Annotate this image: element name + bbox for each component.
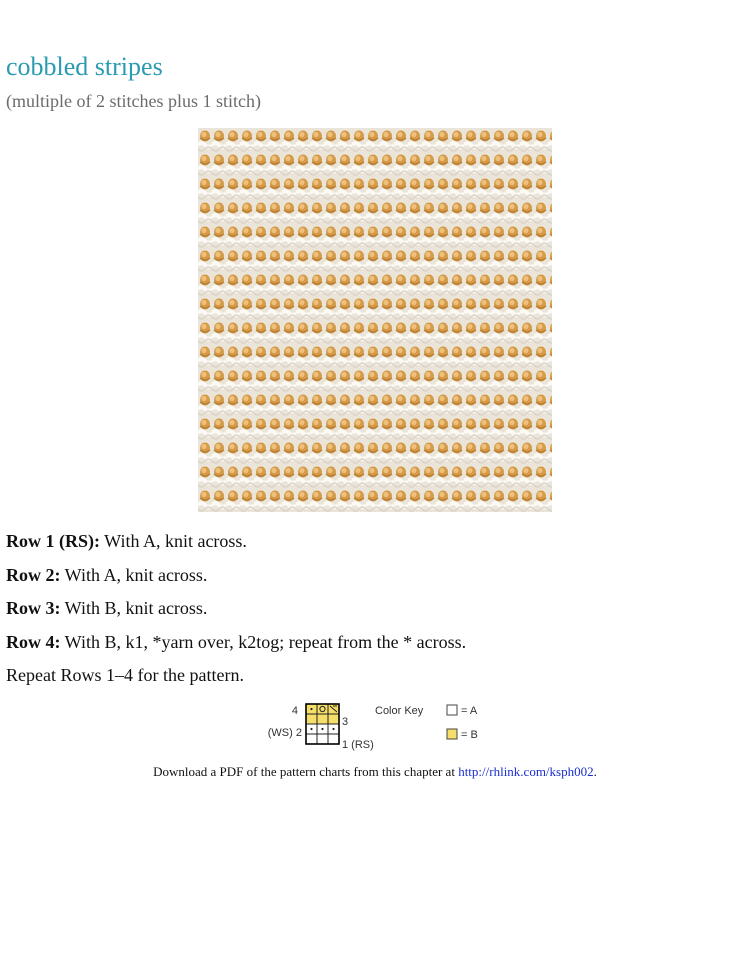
repeat-instruction: Repeat Rows 1–4 for the pattern. <box>6 665 244 685</box>
chart-cell <box>317 714 328 724</box>
stitch-chart <box>262 698 492 753</box>
purl-dot-icon <box>310 708 312 710</box>
color-key-b-swatch <box>447 729 457 739</box>
purl-dot-icon <box>321 728 323 730</box>
chart-cell <box>306 734 317 744</box>
chart-row-3-label: 3 <box>342 716 349 728</box>
purl-dot-icon <box>310 728 312 730</box>
color-key-a-swatch <box>447 705 457 715</box>
chart-row-2-label: (WS) 2 <box>267 727 302 739</box>
instruction-row-4: Row 4: With B, k1, *yarn over, k2tog; repeat from the * across. <box>6 631 467 652</box>
chart-grid <box>306 704 339 744</box>
chart-cell <box>328 714 339 724</box>
color-key-b-label: = B <box>461 729 478 741</box>
color-key-a-label: = A <box>461 705 478 717</box>
chart-cell <box>328 734 339 744</box>
chart-cell <box>317 734 328 744</box>
row-instructions <box>6 530 736 698</box>
download-note: Download a PDF of the pattern charts from this chapter at http://rhlink.com/ksph002. <box>153 764 597 779</box>
instruction-row-3: Row 3: With B, knit across. <box>6 598 208 618</box>
chart-row-4-label: 4 <box>291 705 298 717</box>
instruction-row-1: Row 1 (RS): With A, knit across. <box>6 531 247 551</box>
instruction-row-2: Row 2: With A, knit across. <box>6 564 208 585</box>
stitch-multiple: (multiple of 2 stitches plus 1 stitch) <box>6 91 261 111</box>
chart-row-1-label: 1 (RS) <box>342 739 374 751</box>
purl-dot-icon <box>332 728 334 730</box>
knit-swatch-photo <box>198 128 552 512</box>
chart-cell <box>317 704 328 714</box>
page-title: cobbled stripes <box>6 52 163 81</box>
pattern-charts-link[interactable]: http://rhlink.com/ksph002 <box>458 764 594 779</box>
color-key-title: Color Key <box>375 705 424 717</box>
chart-cell <box>306 714 317 724</box>
